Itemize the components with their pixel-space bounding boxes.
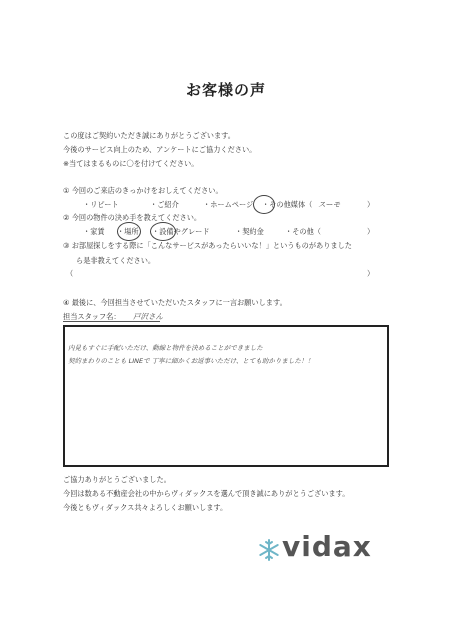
selection-circle-mark: [117, 222, 141, 241]
q1-option-homepage[interactable]: ・ホームページ: [203, 200, 254, 209]
intro-line-1: この度はご契約いただき誠にありがとうございます。: [63, 131, 235, 140]
q1-option-other[interactable]: ・その他媒体（: [262, 200, 313, 209]
q2-option-facilities[interactable]: ・設備やグレード: [152, 227, 210, 236]
q3-question-line-2: ら是非教えてください。: [76, 256, 156, 265]
q2-question: ② 今回の物件の決め手を教えてください。: [63, 213, 202, 222]
q3-question-line-1: ③ お部屋探しをする際に「こんなサービスがあったらいいな！」というものがありました: [63, 241, 352, 250]
closing-line-1: ご協力ありがとうございました。: [63, 475, 171, 484]
q1-option-repeat[interactable]: ・リピート: [83, 200, 119, 209]
q2-option-other[interactable]: ・その他（: [285, 227, 321, 236]
selection-circle-mark: [253, 195, 275, 214]
closing-line-2: 今回は数ある不動産会社の中からヴィダックスを選んで頂き誠にありがとうございます。: [63, 489, 350, 498]
page-title: お客様の声: [185, 81, 266, 99]
closing-line-3: 今後ともヴィダックス共々よろしくお願いします。: [63, 503, 228, 512]
intro-line-2: 今後のサービス向上のため、アンケートにご協力ください。: [63, 145, 257, 154]
q2-option-rent[interactable]: ・家賃: [83, 227, 105, 236]
staff-label: 担当スタッフ名：: [63, 312, 121, 321]
q4-question: ④ 最後に、今回担当させていただいたスタッフに一言お願いします。: [63, 298, 287, 307]
q3-open-paren: （: [66, 269, 74, 278]
comment-line-1: 内見もすぐに手配いただけ、動線と物件を決めることができました: [68, 344, 263, 352]
q2-close-paren: ）: [367, 227, 375, 236]
selection-circle-mark: [150, 222, 176, 241]
q3-close-paren: ）: [367, 269, 375, 278]
snowflake-logo-icon: [257, 538, 281, 562]
q1-question: ① 今回のご来店のきっかけをおしえてください。: [63, 186, 223, 195]
q1-close-paren: ）: [367, 200, 375, 209]
q1-option-referral[interactable]: ・ご紹介: [150, 200, 179, 209]
comment-line-2: 契約まわりのことも LINEで 丁寧に細かくお返事いただけ、とても助かりました！！: [68, 357, 314, 365]
q2-option-location[interactable]: ・場所: [117, 227, 139, 236]
q1-other-answer: スーモ: [318, 200, 341, 209]
staff-name: 戸沢さん: [133, 312, 163, 321]
intro-line-3: ※当てはまるものに〇を付けてください。: [63, 159, 199, 168]
vidax-logo-text: vidax: [282, 530, 372, 563]
q2-option-deposit[interactable]: ・契約金: [235, 227, 264, 236]
